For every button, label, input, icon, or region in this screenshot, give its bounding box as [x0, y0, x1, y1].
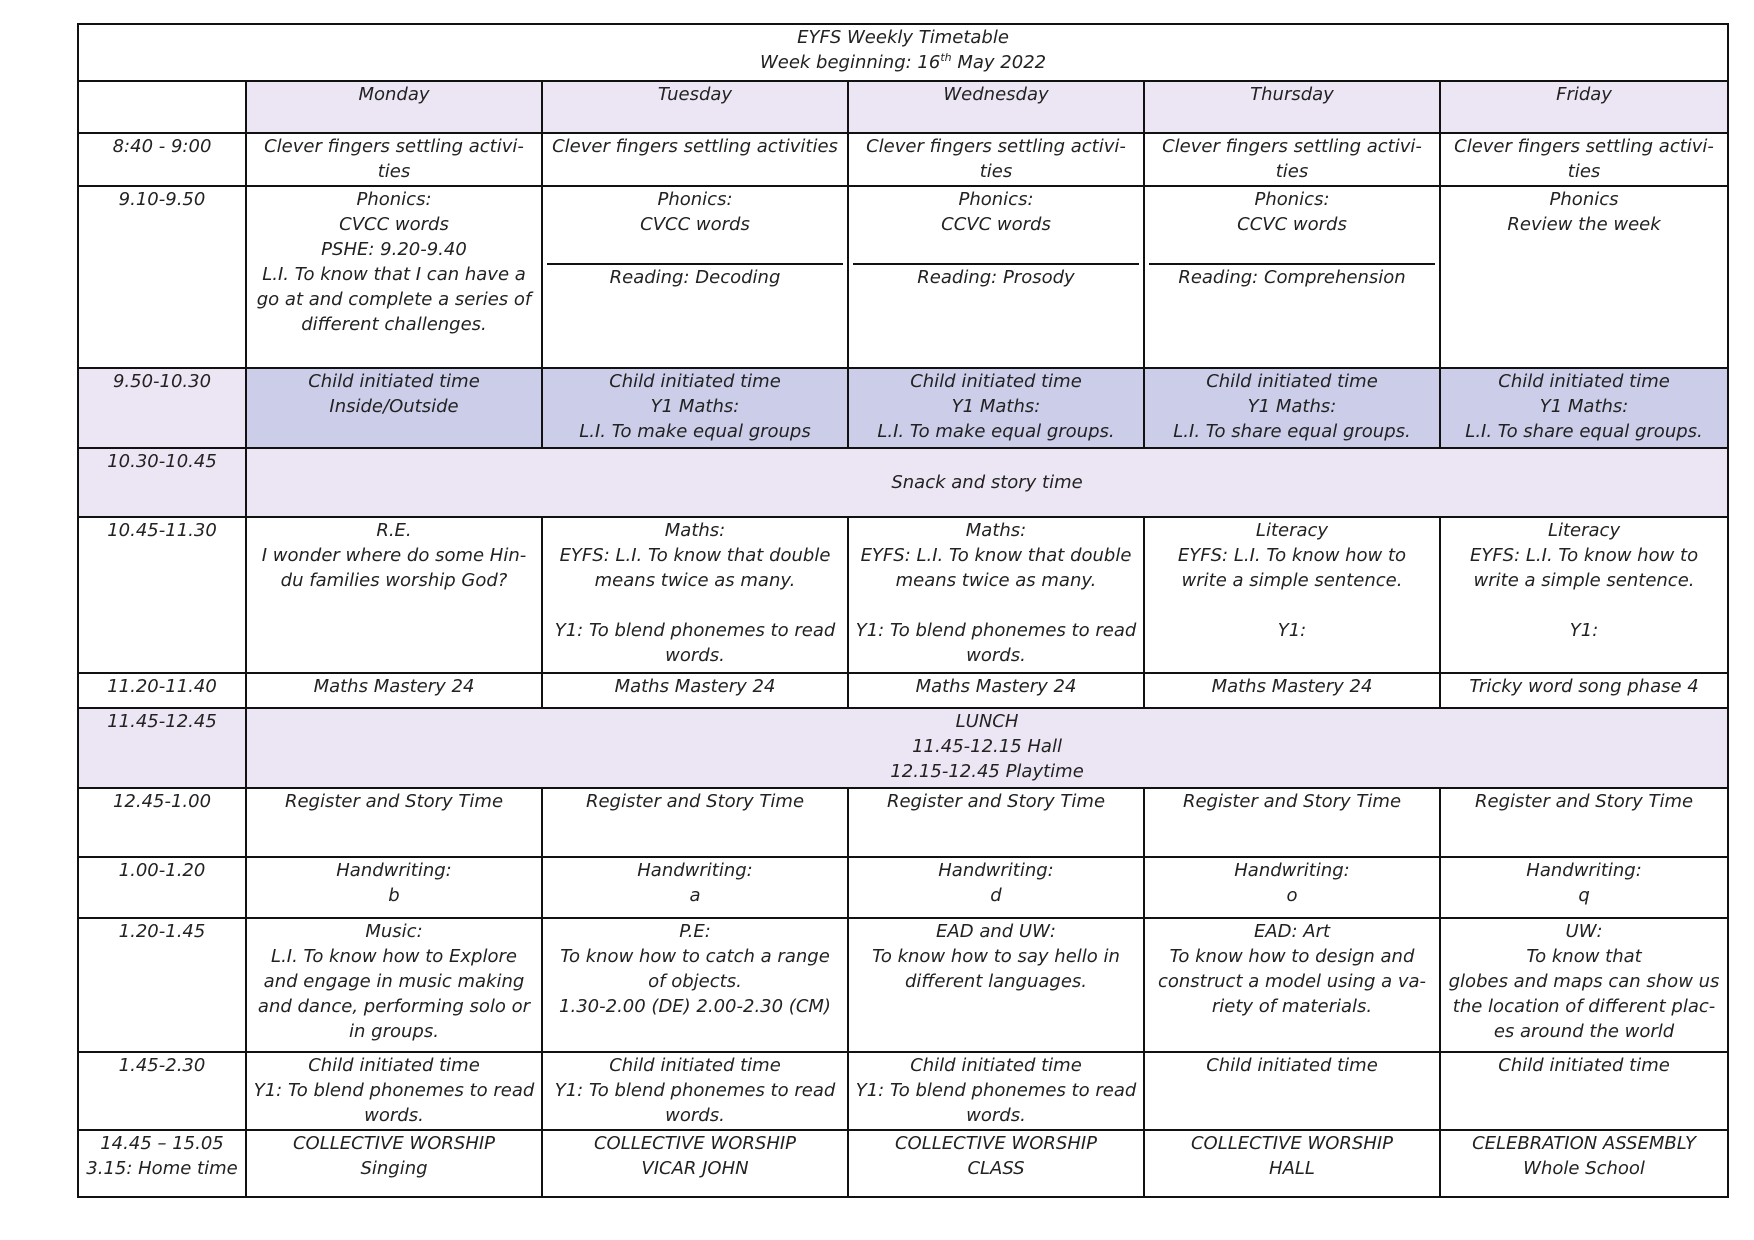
lesson-cell: CELEBRATION ASSEMBLY Whole School [1440, 1130, 1728, 1197]
lesson-cell: Maths: EYFS: L.I. To know that double means twice as many. Y1: To blend phonemes to read words. [848, 517, 1144, 673]
table-row [78, 857, 1728, 918]
time-cell: 10.30-10.45 [78, 448, 246, 517]
time-cell: 10.45-11.30 [78, 517, 246, 673]
table-row [78, 133, 1728, 186]
table-row [78, 673, 1728, 708]
reading-cell: Reading: Decoding [609, 267, 781, 288]
day-monday: Monday [246, 81, 542, 133]
lesson-cell: Phonics Review the week [1440, 186, 1728, 368]
corner-cell [78, 81, 246, 133]
lesson-cell: Child initiated time Y1 Maths: L.I. To share equal groups. [1144, 368, 1440, 448]
lesson-cell: Clever fingers settling activi- ties [1440, 133, 1728, 186]
time-cell: 1.45-2.30 [78, 1052, 246, 1130]
table-row [78, 186, 1728, 368]
lesson-cell: Child initiated time Y1 Maths: L.I. To make equal groups [542, 368, 848, 448]
lesson-cell: Maths Mastery 24 [1144, 673, 1440, 708]
lesson-cell: Maths Mastery 24 [542, 673, 848, 708]
lesson-cell: EAD: Art To know how to design and construct a model using a va- riety of materials. [1144, 918, 1440, 1052]
timetable-sheet [77, 23, 1727, 1198]
timetable [77, 23, 1729, 1198]
lesson-cell: Clever fingers settling activities [542, 133, 848, 186]
lunch-cell: LUNCH 11.45-12.15 Hall 12.15-12.45 Playtime [246, 708, 1728, 788]
table-row [78, 918, 1728, 1052]
day-thursday: Thursday [1144, 81, 1440, 133]
lesson-cell: R.E. I wonder where do some Hin- du families worship God? [246, 517, 542, 673]
lesson-cell: Register and Story Time [848, 788, 1144, 857]
table-row [78, 1130, 1728, 1197]
lesson-cell: Child initiated time Y1: To blend phonemes to read words. [848, 1052, 1144, 1130]
lesson-cell: Child initiated time Y1: To blend phonemes to read words. [246, 1052, 542, 1130]
lesson-cell: Child initiated time Inside/Outside [246, 368, 542, 448]
lesson-cell: COLLECTIVE WORSHIP HALL [1144, 1130, 1440, 1197]
time-cell: 12.45-1.00 [78, 788, 246, 857]
table-row [78, 788, 1728, 857]
title-row [78, 24, 1728, 81]
lesson-cell: Handwriting: q [1440, 857, 1728, 918]
title-cell [78, 24, 1728, 81]
lesson-cell: Handwriting: d [848, 857, 1144, 918]
time-cell: 9.50-10.30 [78, 368, 246, 448]
lesson-cell: Child initiated time Y1: To blend phonemes to read words. [542, 1052, 848, 1130]
reading-cell: Reading: Prosody [917, 267, 1075, 288]
lesson-cell: Phonics: CVCC words PSHE: 9.20-9.40 L.I. To know that I can have a go at and complete a series of different challenges. [246, 186, 542, 368]
snack-cell: Snack and story time [246, 448, 1728, 517]
lesson-cell: Literacy EYFS: L.I. To know how to write a simple sentence. Y1: [1144, 517, 1440, 673]
lesson-cell: Handwriting: a [542, 857, 848, 918]
lesson-cell: Handwriting: b [246, 857, 542, 918]
lesson-cell: UW: To know that globes and maps can show us the location of different plac- es around the world [1440, 918, 1728, 1052]
lesson-cell: COLLECTIVE WORSHIP CLASS [848, 1130, 1144, 1197]
lesson-cell: Literacy EYFS: L.I. To know how to write a simple sentence. Y1: [1440, 517, 1728, 673]
phonics-cell: Phonics: CCVC words [1149, 187, 1435, 265]
time-cell: 11.45-12.45 [78, 708, 246, 788]
day-tuesday: Tuesday [542, 81, 848, 133]
time-cell: 11.20-11.40 [78, 673, 246, 708]
table-row [78, 517, 1728, 673]
table-row [78, 368, 1728, 448]
reading-cell: Reading: Comprehension [1178, 267, 1406, 288]
lesson-cell: Maths Mastery 24 [246, 673, 542, 708]
table-row [78, 448, 1728, 517]
day-wednesday: Wednesday [848, 81, 1144, 133]
day-header-row [78, 81, 1728, 133]
lesson-cell: COLLECTIVE WORSHIP Singing [246, 1130, 542, 1197]
lesson-cell: Register and Story Time [246, 788, 542, 857]
lesson-cell: Register and Story Time [542, 788, 848, 857]
lesson-cell: Child initiated time Y1 Maths: L.I. To make equal groups. [848, 368, 1144, 448]
phonics-cell: Phonics: CVCC words [547, 187, 843, 265]
time-cell: 8:40 - 9:00 [78, 133, 246, 186]
lesson-cell: Register and Story Time [1144, 788, 1440, 857]
lesson-cell: Maths: EYFS: L.I. To know that double means twice as many. Y1: To blend phonemes to read words. [542, 517, 848, 673]
page-title: EYFS Weekly Timetable [797, 27, 1009, 48]
lesson-cell: Child initiated time [1144, 1052, 1440, 1130]
lesson-cell: P.E: To know how to catch a range of objects. 1.30-2.00 (DE) 2.00-2.30 (CM) [542, 918, 848, 1052]
time-cell: 14.45 – 15.05 3.15: Home time [78, 1130, 246, 1197]
lesson-cell: Child initiated time Y1 Maths: L.I. To share equal groups. [1440, 368, 1728, 448]
lesson-cell-split [1144, 186, 1440, 368]
lesson-cell-split [542, 186, 848, 368]
lesson-cell-split [848, 186, 1144, 368]
lesson-cell: Music: L.I. To know how to Explore and engage in music making and dance, performing solo or in groups. [246, 918, 542, 1052]
day-friday: Friday [1440, 81, 1728, 133]
lesson-cell: Handwriting: o [1144, 857, 1440, 918]
phonics-cell: Phonics: CCVC words [853, 187, 1139, 265]
lesson-cell: EAD and UW: To know how to say hello in different languages. [848, 918, 1144, 1052]
table-row [78, 708, 1728, 788]
week-beginning: Week beginning: 16th May 2022 [759, 51, 1047, 73]
lesson-cell: Register and Story Time [1440, 788, 1728, 857]
lesson-cell: Maths Mastery 24 [848, 673, 1144, 708]
lesson-cell: Tricky word song phase 4 [1440, 673, 1728, 708]
time-cell: 1.00-1.20 [78, 857, 246, 918]
lesson-cell: Clever fingers settling activi- ties [246, 133, 542, 186]
lesson-cell: Child initiated time [1440, 1052, 1728, 1130]
time-cell: 9.10-9.50 [78, 186, 246, 368]
lesson-cell: Clever fingers settling activi- ties [848, 133, 1144, 186]
lesson-cell: Clever fingers settling activi- ties [1144, 133, 1440, 186]
lesson-cell: COLLECTIVE WORSHIP VICAR JOHN [542, 1130, 848, 1197]
time-cell: 1.20-1.45 [78, 918, 246, 1052]
table-row [78, 1052, 1728, 1130]
